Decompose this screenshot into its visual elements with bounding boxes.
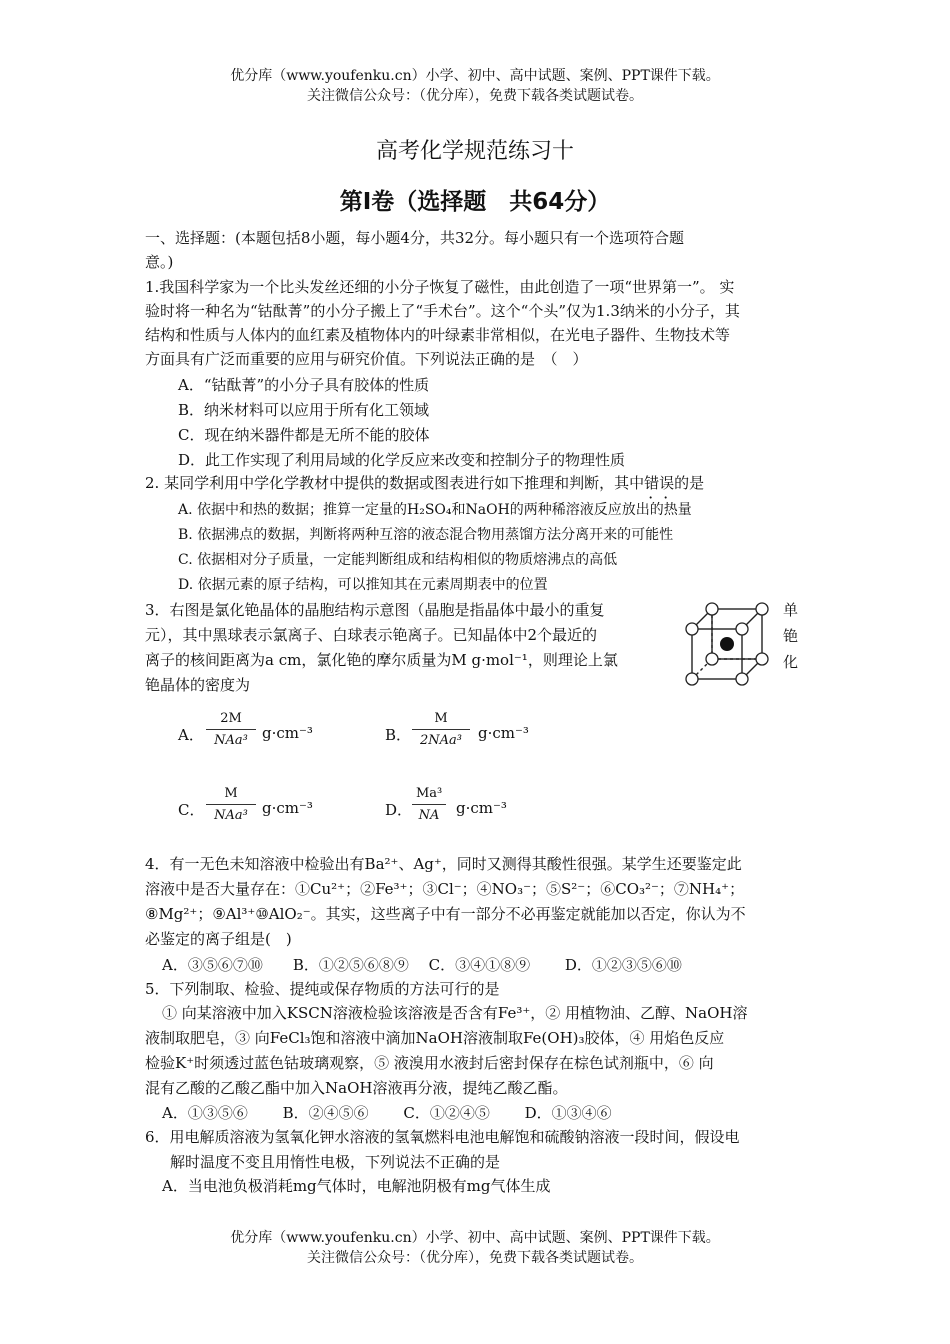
q3-side-char: 铯 xyxy=(783,627,799,645)
q1-line: 验时将一种名为“钴酞菁”的小分子搬上了“手术台”。这个“个头”仅为1.3纳米的小分子，其 xyxy=(145,302,740,320)
numerator: M xyxy=(206,786,256,805)
q1-option-a: A．“钴酞菁”的小分子具有胶体的性质 xyxy=(178,376,430,394)
numerator: Ma³ xyxy=(412,786,446,805)
q5-line: ① 向某溶液中加入KSCN溶液检验该溶液是否含有Fe³⁺，② 用植物油、乙醇、NaOH溶 xyxy=(162,1004,748,1022)
q5-line: 检验K⁺时须透过蓝色钴玻璃观察，⑤ 液溴用水液封后密封保存在棕色试剂瓶中，⑥ 向 xyxy=(145,1054,714,1072)
q3-option-b-fraction xyxy=(412,711,470,748)
q3-option-a-fraction xyxy=(206,711,256,748)
q3-option-b-unit: g·cm⁻³ xyxy=(478,724,529,742)
q6-option-a: A．当电池负极消耗mg气体时，电解池阴极有mg气体生成 xyxy=(162,1177,551,1195)
q3-option-c-letter: C． xyxy=(178,801,205,819)
q6-line: 6．用电解质溶液为氢氧化钾水溶液的氢氧燃料电池电解饱和硫酸钠溶液一段时间，假设电 xyxy=(145,1128,740,1146)
cs-ion xyxy=(756,653,768,665)
denominator: NA xyxy=(418,808,440,823)
cs-ion xyxy=(736,673,748,685)
cs-ion xyxy=(706,653,718,665)
q3-line: 铯晶体的密度为 xyxy=(145,676,251,694)
q1-option-b: B．纳米材料可以应用于所有化工领域 xyxy=(178,401,430,419)
q3-option-c-fraction xyxy=(206,786,256,823)
q3-side-char: 化 xyxy=(783,653,799,671)
q1-line: 1.我国科学家为一个比头发丝还细的小分子恢复了磁性，由此创造了一项“世界第一”。 实 xyxy=(145,278,735,296)
q3-option-b-letter: B． xyxy=(385,726,412,744)
q2-stem xyxy=(145,471,810,495)
q3-option-a-letter: A． xyxy=(178,726,204,744)
q4-line: 4．有一无色未知溶液中检验出有Ba²⁺、Ag⁺，同时又测得其酸性很强。某学生还要鉴定此 xyxy=(145,855,742,873)
footer-line-1: 优分库（www.youfenku.cn）小学、初中、高中试题、案例、PPT课件下载。 xyxy=(230,1230,720,1246)
header-line-1: 优分库（www.youfenku.cn）小学、初中、高中试题、案例、PPT课件下载。 xyxy=(230,68,720,84)
denominator: NAa³ xyxy=(214,733,248,748)
instructions-cont: 意。) xyxy=(145,253,174,271)
numerator: 2M xyxy=(206,711,256,730)
q4-line: 溶液中是否大量存在：①Cu²⁺；②Fe³⁺；③Cl⁻；④NO₃⁻；⑤S²⁻；⑥CO₃²⁻；⑦NH₄⁺； xyxy=(145,880,745,898)
q1-option-c: C．现在纳米器件都是无所不能的胶体 xyxy=(178,426,430,444)
q4-options: A．③⑤⑥⑦⑩ B．①②⑤⑥⑧⑨ C．③④①⑧⑨ D．①②③⑤⑥⑩ xyxy=(162,956,682,974)
q1-line: 方面具有广泛而重要的应用与研究价值。下列说法正确的是 （ ） xyxy=(145,350,588,368)
cs-ion xyxy=(756,603,768,615)
q3-option-a-unit: g·cm⁻³ xyxy=(262,724,313,742)
q2-emphasis-2: 误 xyxy=(659,474,675,492)
q2-option-b: B. 依据沸点的数据，判断将两种互溶的液态混合物用蒸馏方法分离开来的可能性 xyxy=(178,527,674,543)
q2-stem-post: 的是 xyxy=(674,474,705,492)
q3-option-c-unit: g·cm⁻³ xyxy=(262,799,313,817)
q2-emphasis-1: 错 xyxy=(644,474,660,492)
front-face xyxy=(692,629,742,679)
q5-line: 液制取肥皂，③ 向FeCl₃饱和溶液中滴加NaOH溶液制取Fe(OH)₃胶体，④ 用焰色反应 xyxy=(145,1029,725,1047)
q3-option-d-unit: g·cm⁻³ xyxy=(456,799,507,817)
cl-ion xyxy=(720,637,734,651)
q3-side-char: 单 xyxy=(783,601,799,619)
numerator: M xyxy=(412,711,470,730)
q5-stem: 5．下列制取、检验、提纯或保存物质的方法可行的是 xyxy=(145,980,500,998)
q3-line: 离子的核间距离为a cm，氯化铯的摩尔质量为M g·mol⁻¹，则理论上氯 xyxy=(145,651,618,669)
q2-option-a: A. 依据中和热的数据；推算一定量的H₂SO₄和NaOH的两种稀溶液反应放出的热量 xyxy=(178,502,692,518)
header-line-2: 关注微信公众号：（优分库），免费下载各类试题试卷。 xyxy=(307,88,643,104)
q3-line: 3．右图是氯化铯晶体的晶胞结构示意图（晶胞是指晶体中最小的重复 xyxy=(145,601,605,619)
q1-option-d: D．此工作实现了利用局域的化学反应来改变和控制分子的物理性质 xyxy=(178,451,626,469)
cs-ion xyxy=(686,623,698,635)
q4-line: 必鉴定的离子组是( ) xyxy=(145,930,292,948)
q6-line: 解时温度不变且用惰性电极，下列说法不正确的是 xyxy=(170,1153,501,1171)
page-title: 高考化学规范练习十 xyxy=(375,139,574,164)
instructions: 一、选择题：(本题包括8小题，每小题4分，共32分。每小题只有一个选项符合题 xyxy=(145,229,685,247)
footer-line-2: 关注微信公众号：（优分库），免费下载各类试题试卷。 xyxy=(307,1250,643,1266)
q3-option-d-letter: D． xyxy=(385,801,413,819)
q3-line: 元），其中黑球表示氯离子、白球表示铯离子。已知晶体中2个最近的 xyxy=(145,626,598,644)
denominator: NAa³ xyxy=(214,808,248,823)
q2-stem-pre: 2. 某同学利用中学化学教材中提供的数据或图表进行如下推理和判断，其中 xyxy=(145,474,645,492)
q5-options: A．①③⑤⑥ B．②④⑤⑥ C．①②④⑤ D．①③④⑥ xyxy=(162,1104,612,1122)
q2-option-c: C. 依据相对分子质量，一定能判断组成和结构相似的物质熔沸点的高低 xyxy=(178,552,618,568)
cs-ion xyxy=(736,623,748,635)
section-title: 第Ⅰ卷（选择题 共64分） xyxy=(339,189,611,215)
q4-line: ⑧Mg²⁺；⑨Al³⁺⑩AlO₂⁻。其实，这些离子中有一部分不必再鉴定就能加以否定，你认为不 xyxy=(145,905,746,923)
q3-option-d-fraction xyxy=(412,786,446,823)
cscl-unit-cell-diagram xyxy=(684,601,774,691)
q5-line: 混有乙酸的乙酸乙酯中加入NaOH溶液再分液，提纯乙酸乙酯。 xyxy=(145,1079,568,1097)
denominator: 2NAa³ xyxy=(420,733,462,748)
cs-ion xyxy=(706,603,718,615)
cs-ion xyxy=(686,673,698,685)
q1-line: 结构和性质与人体内的血红素及植物体内的叶绿素非常相似，在光电子器件、生物技术等 xyxy=(145,326,731,344)
q2-option-d: D. 依据元素的原子结构，可以推知其在元素周期表中的位置 xyxy=(178,577,548,593)
